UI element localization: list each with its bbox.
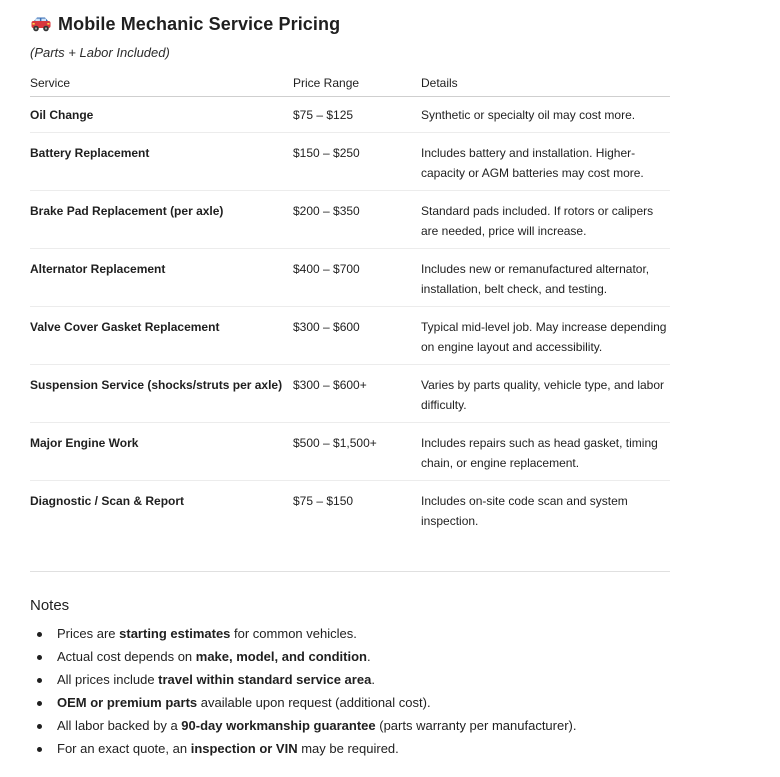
note-text: available upon request (additional cost). [197,695,431,710]
service-details: Includes on-site code scan and system inspection. [421,494,628,528]
note-emphasis: travel within standard service area [158,672,372,687]
price-range: $500 – $1,500+ [293,423,421,481]
note-emphasis: starting estimates [119,626,231,641]
notes-heading: Notes [30,597,70,614]
price-range: $75 – $125 [293,97,421,133]
price-range: $300 – $600 [293,307,421,365]
list-item [30,693,577,716]
list-item [30,739,577,762]
service-name: Brake Pad Replacement (per axle) [30,191,293,249]
service-details: Synthetic or specialty oil may cost more. [421,97,670,133]
table-row [30,365,670,423]
note-text: for common vehicles. [230,626,357,641]
table-header-row [30,70,670,97]
note-emphasis: 90-day workmanship guarantee [181,718,376,733]
service-details: Varies by parts quality, vehicle type, and labor difficulty. [421,365,670,423]
service-name: Battery Replacement [30,133,293,191]
table-row [30,481,670,539]
price-range: $150 – $250 [293,133,421,191]
note-text: . [366,649,371,664]
bullet-icon [37,701,42,706]
list-item [30,624,577,647]
note-text: . [371,672,375,687]
table-row [30,423,670,481]
service-details: Typical mid-level job. May increase depending on engine layout and accessibility. [421,307,670,365]
note-text: (parts warranty per manufacturer). [375,718,577,733]
note-text: For an exact quote, an [57,741,191,756]
table-row [30,133,670,191]
service-name: Alternator Replacement [30,249,293,307]
note-emphasis: make, model, and condition [195,649,367,664]
note-text: All prices include [57,672,159,687]
title-row [30,11,340,37]
service-details: Includes battery and installation. Higher-capacity or AGM batteries may cost more. [421,133,670,191]
bullet-icon [37,655,42,660]
note-text: Prices are [57,626,120,641]
bullet-icon [37,678,42,683]
list-item [30,670,577,693]
page-subtitle: (Parts + Labor Included) [30,45,170,60]
column-header-details: Details [421,70,670,97]
note-emphasis: inspection or VIN [190,741,298,756]
car-icon [30,15,52,33]
note-text: may be required. [297,741,399,756]
table-row [30,249,670,307]
service-name: Major Engine Work [30,423,293,481]
note-emphasis: OEM or premium parts [57,695,198,710]
page-title: Mobile Mechanic Service Pricing [58,13,341,34]
table-row [30,191,670,249]
table-row [30,97,670,133]
service-name: Suspension Service (shocks/struts per axle) [30,365,293,423]
column-header-price-range: Price Range [293,70,421,97]
bullet-icon [37,747,42,752]
bullet-icon [37,724,42,729]
pricing-table [30,70,670,539]
bullet-icon [37,632,42,637]
service-details: Standard pads included. If rotors or calipers are needed, price will increase. [421,191,670,249]
table-row [30,307,670,365]
price-range: $400 – $700 [293,249,421,307]
list-item [30,716,577,739]
price-range: $200 – $350 [293,191,421,249]
service-details: Includes repairs such as head gasket, timing chain, or engine replacement. [421,423,670,481]
service-name: Oil Change [30,97,293,133]
price-range: $75 – $150 [293,494,354,508]
section-divider [30,571,670,572]
service-details: Includes new or remanufactured alternator, installation, belt check, and testing. [421,249,670,307]
price-range: $300 – $600+ [293,365,421,423]
list-item [30,647,577,670]
note-text: All labor backed by a [57,718,182,733]
note-text: Actual cost depends on [57,649,196,664]
notes-list [30,624,577,762]
service-name: Diagnostic / Scan & Report [30,494,185,508]
service-name: Valve Cover Gasket Replacement [30,307,293,365]
column-header-service: Service [30,70,293,97]
